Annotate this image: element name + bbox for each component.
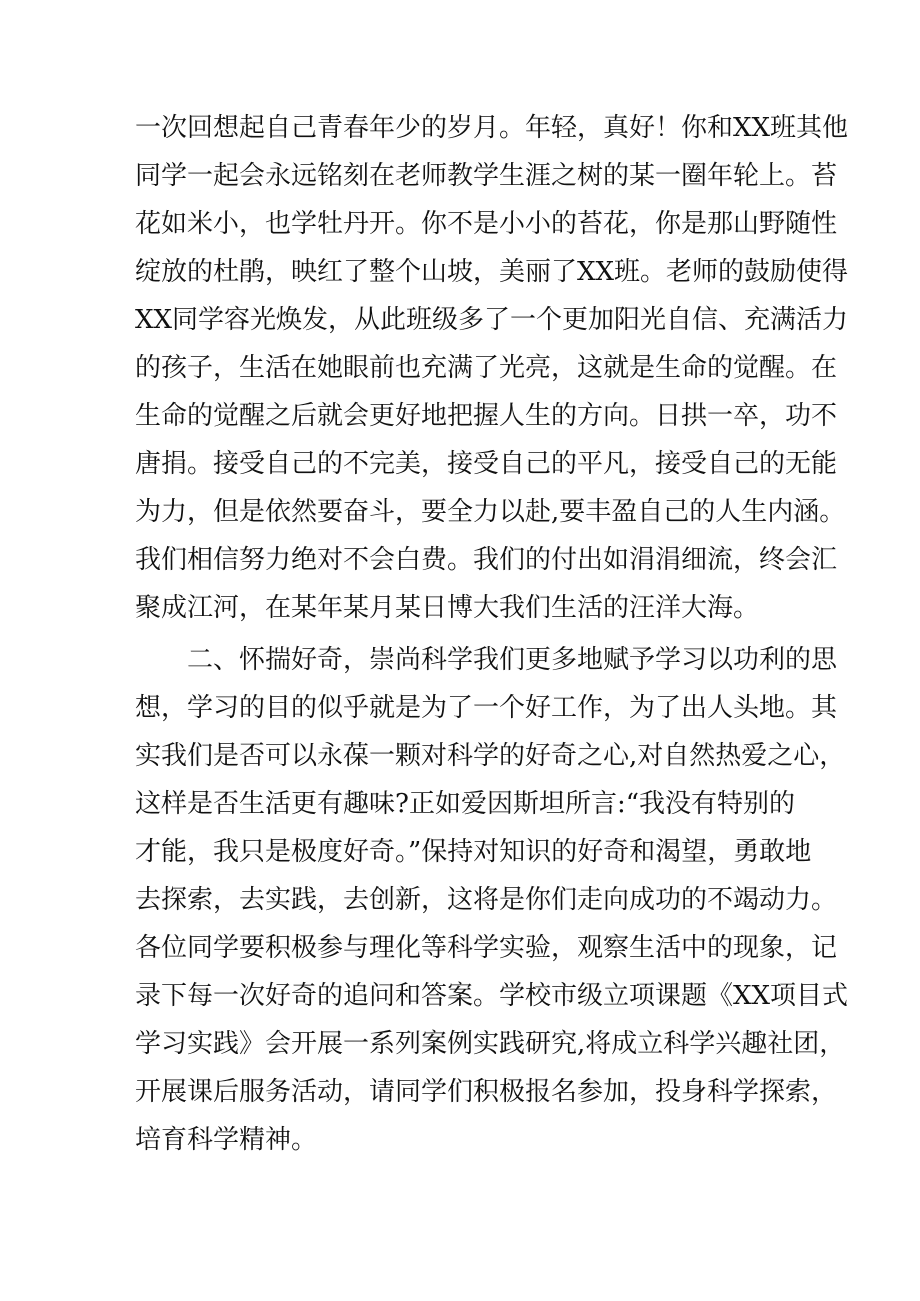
text-line: 开展课后服务活动，请同学们积极报名参加，投身科学探索， (135, 1077, 838, 1107)
text-line: 这样是否生活更有趣味?正如爱因斯坦所言:“我没有特别的 (135, 789, 795, 819)
text-line: 唐捐。接受自己的不完美，接受自己的平凡，接受自己的无能 (135, 449, 838, 479)
text-line: 各位同学要积极参与理化等科学实验，观察生活中的现象，记 (135, 933, 838, 963)
text-line: 生命的觉醒之后就会更好地把握人生的方向。日拱一卒，功不 (135, 401, 838, 431)
text-line: 同学一起会永远铭刻在老师教学生涯之树的某一圈年轮上。苔 (135, 161, 838, 191)
text-line: 我们相信努力绝对不会白费。我们的付出如涓涓细流，终会汇 (135, 545, 838, 575)
text-line: 实我们是否可以永葆一颗对科学的好奇之心,对自然热爱之心， (135, 741, 846, 771)
text-line: 去探索，去实践，去创新，这将是你们走向成功的不竭动力。 (135, 885, 838, 915)
text-line: 绽放的杜鹃，映红了整个山坡，美丽了XX班。老师的鼓励使得 (135, 257, 849, 287)
text-line: 学习实践》会开展一系列案例实践研究,将成立科学兴趣社团， (135, 1029, 846, 1059)
section-heading-line: 二、怀揣好奇，崇尚科学我们更多地赋予学习以功利的思 (187, 645, 838, 675)
text-line: 录下每一次好奇的追问和答案。学校市级立项课题《XX项目式 (135, 981, 849, 1011)
text-line: 想，学习的目的似乎就是为了一个好工作，为了出人头地。其 (135, 693, 838, 723)
text-line: XX同学容光焕发，从此班级多了一个更加阳光自信、充满活力 (135, 305, 849, 335)
text-line: 一次回想起自己青春年少的岁月。年轻，真好！你和XX班其他 (135, 113, 849, 143)
text-line: 的孩子，生活在她眼前也充满了光亮，这就是生命的觉醒。在 (135, 353, 838, 383)
text-line: 培育科学精神。 (135, 1125, 318, 1155)
text-line: 才能，我只是极度好奇。”保持对知识的好奇和渴望，勇敢地 (135, 837, 812, 867)
text-line: 聚成江河，在某年某月某日博大我们生活的汪洋大海。 (135, 593, 760, 623)
text-line: 花如米小，也学牡丹开。你不是小小的苔花，你是那山野随性 (135, 209, 838, 239)
text-line: 为力，但是依然要奋斗，要全力以赴,要丰盈自己的人生内涵。 (135, 497, 846, 527)
